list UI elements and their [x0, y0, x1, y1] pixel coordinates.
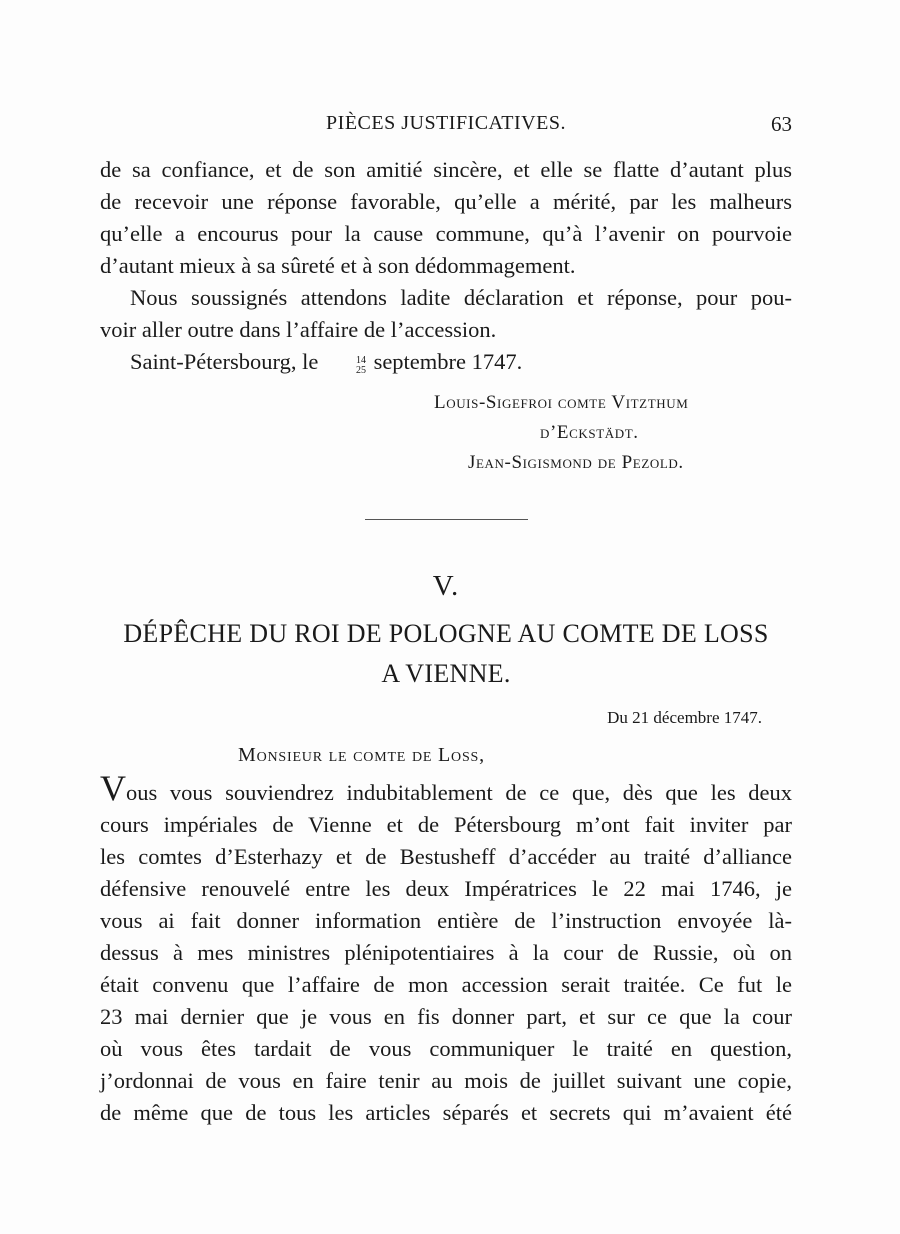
text-line: qu’elle a encourus pour la cause commune, qu’à l’avenir on pourvoie — [100, 221, 792, 246]
place-date-before: Saint-Pétersbourg, le — [130, 349, 324, 374]
text-line: Nous soussignés attendons ladite déclaration et réponse, pour pou- — [130, 285, 792, 310]
section-title-line-1: DÉPÊCHE DU ROI DE POLOGNE AU COMTE DE LOSS — [123, 619, 769, 648]
text-line: défensive renouvelé entre les deux Impératrices le 22 mai 1746, je — [100, 876, 792, 901]
signature-line-3: Jean-Sigismond de Pezold. — [468, 452, 684, 473]
date-fraction — [326, 356, 366, 376]
section-number: V. — [432, 570, 460, 602]
continued-text — [100, 154, 792, 378]
letter-date: Du 21 décembre 1747. — [607, 708, 762, 727]
fraction-denominator: 25 — [355, 365, 366, 376]
section-title-line-2: A VIENNE. — [381, 659, 511, 688]
text-line: cours impériales de Vienne et de Pétersbourg m’ont fait inviter par — [100, 812, 792, 837]
text-line: de même que de tous les articles séparés et secrets qui m’avaient été — [100, 1100, 792, 1125]
letter-body — [100, 768, 792, 1129]
page-number: 63 — [771, 112, 792, 136]
text-line: vous ai fait donner information entière de l’instruction envoyée là- — [100, 908, 792, 933]
section-title — [100, 614, 792, 694]
section-divider — [365, 519, 528, 520]
place-date-after: septembre 1747. — [367, 349, 523, 374]
text-line — [100, 768, 792, 809]
page-header — [100, 112, 792, 142]
first-line-rest: ous vous souviendrez indubitablement de ce que, dès que les deux — [126, 780, 792, 805]
place-date-line — [100, 346, 792, 378]
salutation: Monsieur le comte de Loss, — [238, 744, 485, 766]
text-line: de sa confiance, et de son amitié sincère, et elle se flatte d’autant plus — [100, 157, 792, 182]
text-line: où vous êtes tardait de vous communiquer le traité en question, — [100, 1036, 792, 1061]
fraction-numerator: 14 — [355, 355, 366, 366]
signature-line-1: Louis-Sigefroi comte Vitzthum — [434, 392, 689, 413]
text-line: d’autant mieux à sa sûreté et à son dédommagement. — [100, 253, 576, 278]
text-line: les comtes d’Esterhazy et de Bestusheff d’accéder au traité d’alliance — [100, 844, 792, 869]
drop-cap: V — [100, 768, 126, 808]
text-line: 23 mai dernier que je vous en fis donner part, et sur ce que la cour — [100, 1004, 792, 1029]
text-line: j’ordonnai de vous en faire tenir au mois de juillet suivant une copie, — [100, 1068, 792, 1093]
text-line: dessus à mes ministres plénipotentiaires à la cour de Russie, où on — [100, 940, 792, 965]
signature-line-2: d’Eckstädt. — [540, 422, 639, 443]
running-title: PIÈCES JUSTIFICATIVES. — [326, 112, 566, 134]
text-line: était convenu que l’affaire de mon accession serait traitée. Ce fut le — [100, 972, 792, 997]
text-line: de recevoir une réponse favorable, qu’elle a mérité, par les malheurs — [100, 189, 792, 214]
text-line: voir aller outre dans l’affaire de l’accession. — [100, 317, 497, 342]
